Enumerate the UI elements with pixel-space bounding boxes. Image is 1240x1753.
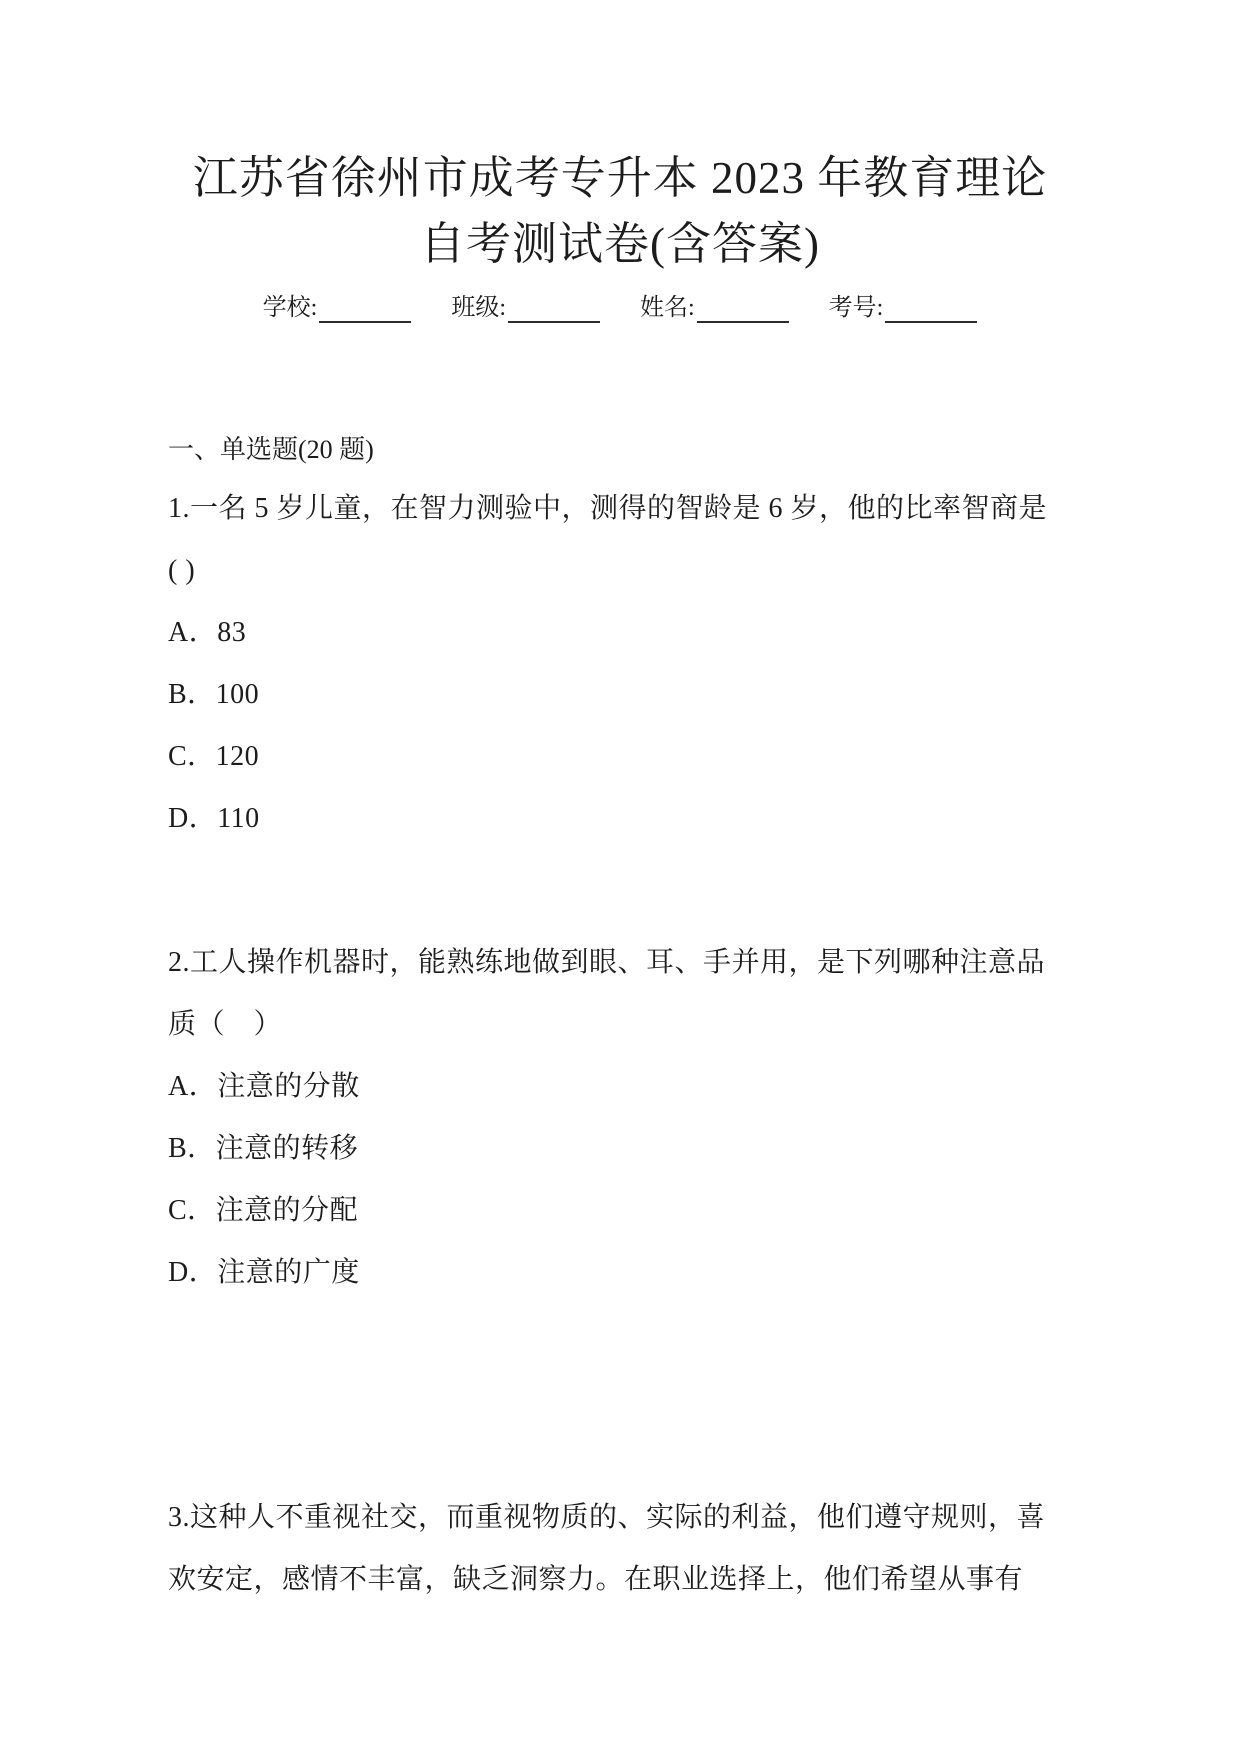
field-class-blank [508,295,600,323]
question-1-option-d: D．110 [168,803,260,834]
question-2-line-1: 2.工人操作机器时，能熟练地做到眼、耳、手并用，是下列哪种注意品 [168,947,1046,978]
section-heading: 一、单选题(20 题) [168,435,374,464]
question-2-option-d: D．注意的广度 [168,1257,360,1288]
question-3 [168,1487,1072,1611]
question-2-line-2: 质（ ） [168,1009,283,1040]
question-1 [168,478,1072,850]
document-title-line-2: 自考测试卷(含答案) [420,219,820,269]
field-name [640,293,789,323]
question-1-option-a: A．83 [168,617,247,648]
field-class-label: 班级: [451,295,506,321]
field-class [451,293,600,323]
question-1-option-b: B．100 [168,679,260,710]
document-title [90,145,1150,277]
question-2 [168,932,1072,1304]
field-exam-number-blank [885,295,977,323]
question-1-option-c: C．120 [168,741,260,772]
question-2-option-a: A．注意的分散 [168,1071,360,1102]
field-school [263,293,412,323]
document-title-line-1: 江苏省徐州市成考专升本 2023 年教育理论 [192,153,1048,203]
document-body [0,430,1240,1611]
question-3-line-1: 3.这种人不重视社交，而重视物质的、实际的利益，他们遵守规则，喜 [168,1502,1046,1533]
field-school-label: 学校: [262,295,318,321]
question-2-option-b: B．注意的转移 [168,1133,359,1164]
question-2-option-c: C．注意的分配 [168,1195,359,1226]
field-exam-number-label: 考号: [828,295,884,321]
question-1-line-2: ( ) [168,555,196,586]
field-exam-number [829,293,978,323]
field-name-blank [697,295,789,323]
field-name-label: 姓名: [640,295,695,321]
student-info-row [0,293,1240,323]
question-1-line-1: 1.一名 5 岁儿童，在智力测验中，测得的智龄是 6 岁，他的比率智商是 [168,493,1048,524]
field-school-blank [319,295,411,323]
question-3-line-2: 欢安定，感情不丰富，缺乏洞察力。在职业选择上，他们希望从事有 [168,1564,1024,1595]
